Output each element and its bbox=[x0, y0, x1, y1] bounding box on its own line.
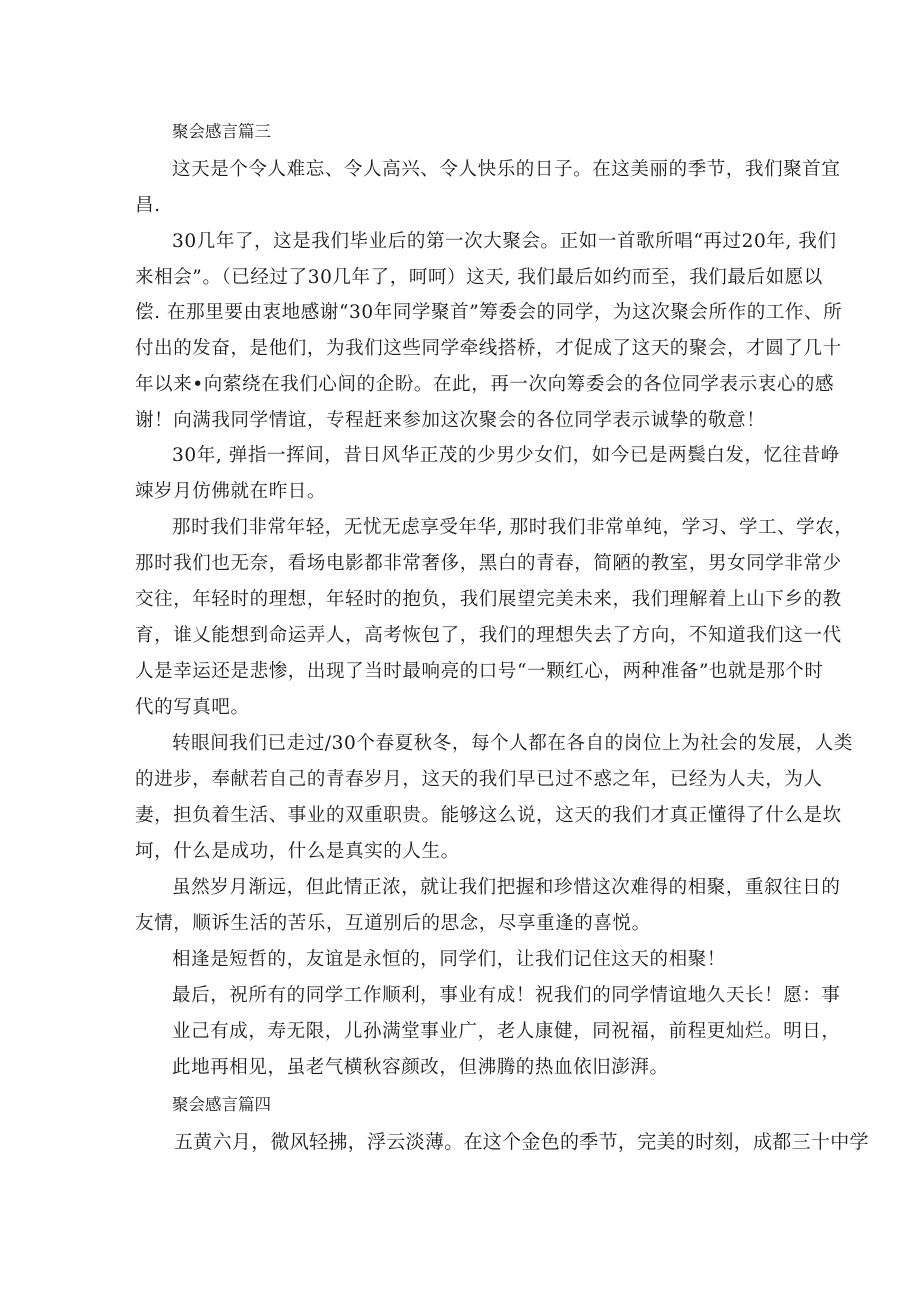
paragraph-line: 昌. bbox=[135, 195, 161, 216]
paragraph-line: 那时我们非常年轻，无忧无虑享受年华, 那时我们非常单纯，学习、学工、学农， bbox=[172, 517, 854, 538]
paragraph-line: 付出的发奋，是他们，为我们这些同学牵线搭桥，才促成了这天的聚会，才圆了几十 bbox=[135, 338, 842, 359]
paragraph-line: 代的写真吧。 bbox=[135, 697, 250, 718]
paragraph-line: 坷，什么是成功，什么是真实的人生。 bbox=[135, 841, 460, 862]
paragraph-line: 最后，祝所有的同学工作顺利，事业有成！祝我们的同学情谊地久天长！愿：事 bbox=[172, 985, 841, 1006]
section-heading-3: 聚会感言篇三 bbox=[172, 122, 271, 141]
paragraph-line: 来相会”。（已经过了30几年了，呵呵）这天, 我们最后如约而至，我们最后如愿以 bbox=[135, 267, 823, 288]
paragraph-line: 此地再相见，虽老气横秋容颜改，但沸腾的热血依旧澎湃。 bbox=[172, 1057, 669, 1078]
paragraph-line: 友情，顺诉生活的苦乐，互道别后的思念，尽享重逢的喜悦。 bbox=[135, 913, 651, 934]
paragraph-line: 谢！向满我同学情谊，专程赶来参加这次聚会的各位同学表示诚挚的敬意！ bbox=[135, 410, 766, 431]
paragraph-line: 竦岁月仿佛就在昨日。 bbox=[135, 481, 327, 502]
paragraph-line: 人是幸运还是悲惨，出现了当时最响亮的口号“一颗红心，两种准备”也就是那个时 bbox=[135, 661, 824, 682]
paragraph-line: 五黄六月，微风轻拂，浮云淡薄。在这个金色的季节，完美的时刻，成都三十中学 bbox=[174, 1131, 869, 1153]
paragraph-line: 年以来•向萦绕在我们心间的企盼。在此，再一次向筹委会的各位同学表示衷心的感 bbox=[135, 374, 835, 395]
paragraph-line: 转眼间我们已走过/30个春夏秋冬，每个人都在各自的岗位上为社会的发展，人类 bbox=[172, 733, 853, 754]
section-heading-4: 聚会感言篇四 bbox=[172, 1095, 271, 1114]
paragraph-line: 30几年了，这是我们毕业后的第一次大聚会。正如一首歌所唱“再过20年, 我们 bbox=[172, 231, 837, 252]
paragraph-line: 相逢是短哲的，友谊是永恒的，同学们，让我们记住这天的相聚！ bbox=[172, 949, 726, 970]
paragraph-line: 那时我们也无奈，看场电影都非常奢侈，黑白的青春，简陋的教室，男女同学非常少 bbox=[135, 553, 842, 574]
paragraph-line: 的进步，奉献若自己的青春岁月，这天的我们早已过不惑之年，已经为人夫，为人 bbox=[135, 769, 823, 790]
paragraph-line: 偿. 在那里要由衷地感谢“30年同学聚首”筹委会的同学，为这次聚会所作的工作、所 bbox=[135, 302, 843, 323]
paragraph-line: 交往，年轻时的理想，年轻时的抱负，我们展望完美未来，我们理解着上山下乡的教 bbox=[135, 589, 842, 610]
paragraph-line: 育，谁乂能想到命运弄人，高考恢包了，我们的理想失去了方向，不知道我们这一代 bbox=[135, 625, 842, 646]
paragraph-line: 虽然岁月渐远，但此情正浓，就让我们把握和珍惜这次难得的相聚，重叙往日的 bbox=[172, 877, 841, 898]
paragraph-line: 妻，担负着生活、事业的双重职贵。能够这么说，这天的我们才真正懂得了什么是坎 bbox=[135, 805, 842, 826]
paragraph-line: 30年, 弹指一挥间，昔日风华正茂的少男少女们，如今已是两鬓白发，忆往昔峥 bbox=[172, 445, 841, 466]
paragraph-line: 业己有成，寿无限，儿孙满堂事业广，老人康健，同祝福，前程更灿烂。明日， bbox=[172, 1021, 841, 1042]
paragraph-line: 这天是个令人难忘、令人高兴、令人快乐的日子。在这美丽的季节，我们聚首宜 bbox=[172, 159, 841, 180]
